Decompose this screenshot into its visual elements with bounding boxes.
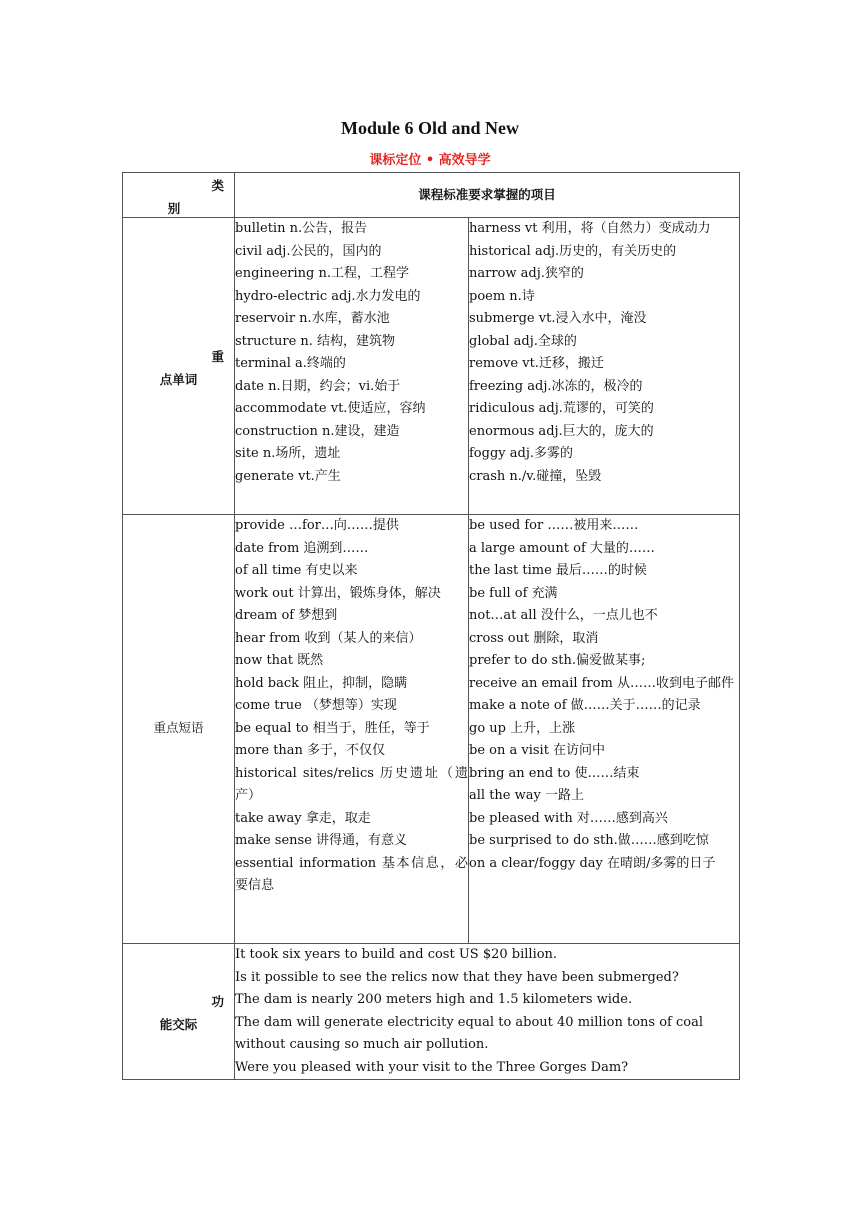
- function-category-first: 功: [211, 994, 224, 1009]
- phrase-item: be on a visit 在访问中: [469, 743, 606, 758]
- vocab-item: freezing adj.冰冻的，极冷的: [469, 378, 643, 394]
- phrase-item: be pleased with 对……感到高兴: [469, 810, 668, 826]
- vocab-item: terminal a.终端的: [235, 356, 346, 371]
- vocab-item: structure n. 结构，建筑物: [235, 333, 396, 349]
- phrase-item: provide …for…向……提供: [235, 518, 399, 533]
- phrase-item: not…at all 没什么，一点儿也不: [469, 608, 658, 623]
- phrase-item: now that 既然: [235, 653, 324, 668]
- vocab-item: hydro-electric adj.水力发电的: [235, 288, 421, 304]
- category-header-first: 类: [211, 178, 224, 193]
- phrase-item: all the way 一路上: [469, 788, 584, 803]
- phrases-content-cell: [235, 515, 740, 944]
- phrase-item: come true （梦想等）实现: [235, 698, 397, 713]
- phrase-item: take away 拿走，取走: [235, 810, 371, 826]
- phrase-item: work out 计算出，锻炼身体，解决: [235, 585, 441, 601]
- vocab-item: bulletin n.公告，报告: [235, 221, 368, 236]
- content-header-cell: [235, 173, 740, 218]
- section-subtitle: 课标定位 • 高效导学: [369, 153, 491, 168]
- vocab-category-first: 重: [211, 349, 224, 364]
- page-title: Module 6 Old and New: [340, 118, 520, 138]
- vocab-content-cell: [235, 218, 740, 515]
- table-header-row: [123, 173, 740, 218]
- phrase-item: make sense 讲得通，有意义: [235, 833, 408, 848]
- vocab-row: [123, 218, 740, 515]
- category-header-cell: [123, 173, 235, 218]
- vocab-right-column: [469, 218, 740, 514]
- phrase-item: on a clear/foggy day 在晴朗/多雾的日子: [469, 855, 716, 871]
- vocab-item: date n.日期，约会；vi.始于: [235, 378, 401, 394]
- vocab-item: site n.场所，遗址: [235, 446, 341, 461]
- vocab-item: historical adj.历史的，有关历史的: [469, 243, 677, 259]
- vocab-left-column: [235, 218, 469, 514]
- phrase-item: go up 上升，上涨: [469, 720, 576, 736]
- vocab-item: foggy adj.多雾的: [469, 446, 573, 461]
- function-category-cell: [123, 944, 235, 1080]
- phrase-item: a large amount of 大量的……: [469, 540, 655, 556]
- phrase-item: dream of 梦想到: [235, 608, 338, 623]
- phrase-item: hold back 阻止，抑制，隐瞒: [235, 675, 408, 691]
- phrases-category-cell: [123, 515, 235, 944]
- phrase-item: be used for ……被用来……: [469, 518, 639, 533]
- curriculum-table: [122, 172, 740, 1080]
- phrase-item: be equal to 相当于，胜任，等于: [235, 720, 430, 736]
- function-sentence: The dam is nearly 200 meters high and 1.5 kilometers wide.: [235, 992, 633, 1007]
- phrases-right-column: [469, 515, 740, 943]
- vocab-item: crash n./v.碰撞，坠毁: [469, 468, 602, 484]
- phrase-item: receive an email from 从……收到电子邮件: [469, 675, 734, 691]
- phrase-item: bring an end to 使……结束: [469, 765, 640, 781]
- vocab-item: remove vt.迁移，搬迁: [469, 356, 604, 371]
- vocab-item: construction n.建设，建造: [235, 423, 400, 439]
- phrase-item: be surprised to do sth.做……感到吃惊: [469, 833, 709, 848]
- function-category-rest: 能交际: [159, 1017, 198, 1032]
- function-sentence: Is it possible to see the relics now that they have been submerged?: [235, 969, 679, 985]
- vocab-category-rest: 点单词: [159, 372, 198, 387]
- function-row: [123, 944, 740, 1080]
- vocab-item: narrow adj.狭窄的: [469, 266, 584, 281]
- vocab-item: generate vt.产生: [235, 468, 341, 484]
- vocab-item: accommodate vt.使适应，容纳: [235, 401, 426, 416]
- function-sentence: It took six years to build and cost US $20 billion.: [235, 947, 558, 962]
- phrase-item: of all time 有史以来: [235, 563, 358, 578]
- vocab-item: reservoir n.水库，蓄水池: [235, 311, 390, 326]
- phrases-left-column: [235, 515, 469, 943]
- phrase-item: the last time 最后……的时候: [469, 563, 647, 578]
- phrase-item: be full of 充满: [469, 585, 558, 601]
- vocab-item: ridiculous adj.荒谬的，可笑的: [469, 401, 654, 416]
- category-header-rest: 别: [167, 201, 181, 216]
- phrase-item: date from 追溯到……: [235, 540, 369, 556]
- phrase-item: essential information 基本信息，必要信息: [235, 855, 468, 893]
- function-sentence: The dam will generate electricity equal to about 40 million tons of coal without causing so much air pollution.: [235, 1014, 704, 1052]
- vocab-item: submerge vt.浸入水中，淹没: [469, 311, 647, 326]
- phrase-item: historical sites/relics 历史遗址（遗产）: [235, 765, 468, 803]
- phrase-item: prefer to do sth.偏爱做某事;: [469, 653, 646, 668]
- phrase-item: cross out 删除，取消: [469, 630, 599, 646]
- content-header: 课程标准要求掌握的项目: [418, 187, 556, 202]
- vocab-item: global adj.全球的: [469, 333, 577, 349]
- vocab-item: harness vt 利用，将（自然力）变成动力: [469, 221, 711, 236]
- vocab-item: engineering n.工程，工程学: [235, 266, 410, 281]
- function-sentence: Were you pleased with your visit to the Three Gorges Dam?: [235, 1059, 629, 1075]
- phrases-category: 重点短语: [153, 720, 204, 735]
- phrase-item: more than 多于，不仅仅: [235, 743, 386, 758]
- phrases-row: [123, 515, 740, 944]
- vocab-item: enormous adj.巨大的，庞大的: [469, 423, 654, 439]
- phrase-item: make a note of 做……关于……的记录: [469, 698, 701, 713]
- vocab-item: poem n.诗: [469, 288, 535, 304]
- vocab-category-cell: [123, 218, 235, 515]
- phrase-item: hear from 收到（某人的来信）: [235, 630, 422, 646]
- vocab-item: civil adj.公民的，国内的: [235, 243, 382, 259]
- function-content-cell: [235, 944, 740, 1080]
